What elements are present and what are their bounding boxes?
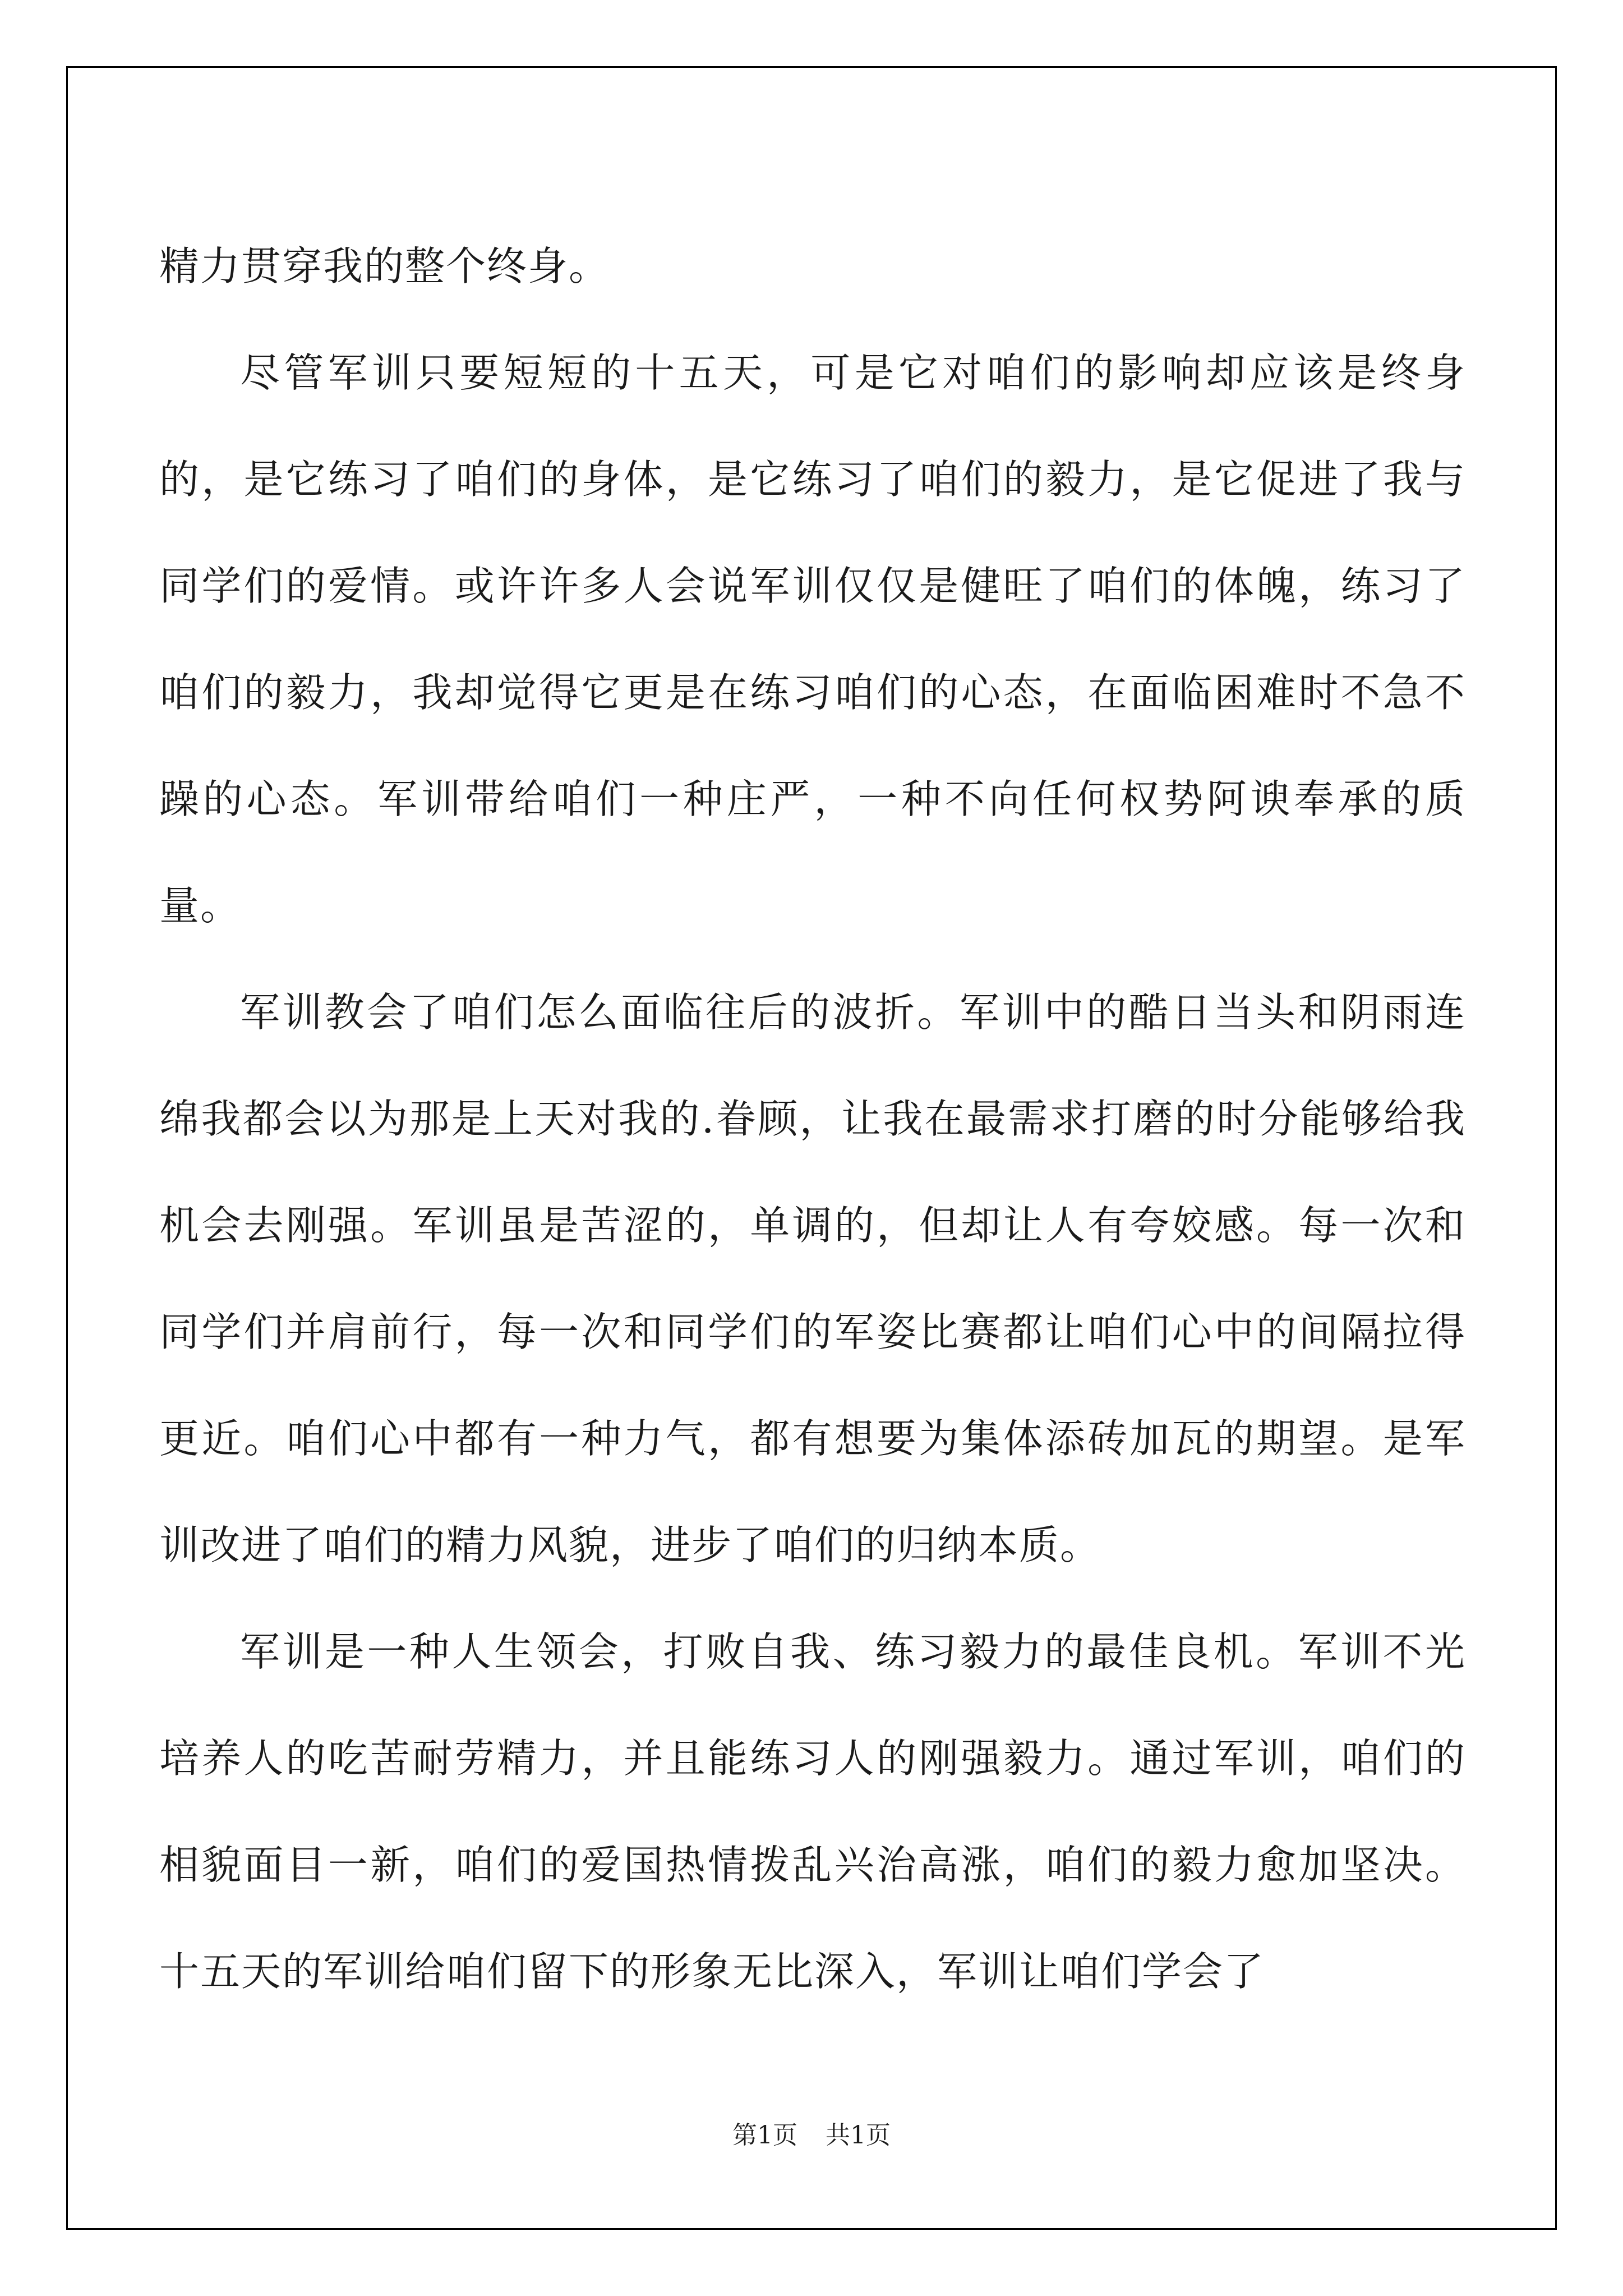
paragraph-4: 军训是一种人生领会，打败自我、练习毅力的最佳良机。军训不光培养人的吃苦耐劳精力，并且能练习人的刚强毅力。通过军训，咱们的相貌面目一新，咱们的爱国热情拨乱兴治高涨，咱们的毅力愈加坚决。十五天的军训给咱们留下的形象无比深入，军训让咱们学会了 <box>159 1628 1466 1995</box>
document-body <box>159 213 1466 2025</box>
page-number-current: 第1页 <box>732 2121 797 2150</box>
page-number-total: 共1页 <box>826 2121 891 2150</box>
paragraph-1: 精力贯穿我的整个终身。 <box>159 243 610 289</box>
paragraph-3: 军训教会了咱们怎么面临往后的波折。军训中的酷日当头和阴雨连绵我都会以为那是上天对我的.眷顾，让我在最需求打磨的时分能够给我机会去刚强。军训虽是苦涩的，单调的，但却让人有夸姣感。每一次和同学们并肩前行，每一次和同学们的军姿比赛都让咱们心中的间隔拉得更近。咱们心中都有一种力气，都有想要为集体添砖加瓦的期望。是军训改进了咱们的精力风貌，进步了咱们的归纳本质。 <box>159 989 1466 1568</box>
paragraph-2: 尽管军训只要短短的十五天，可是它对咱们的影响却应该是终身的，是它练习了咱们的身体，是它练习了咱们的毅力，是它促进了我与同学们的爱情。或许许多人会说军训仅仅是健旺了咱们的体魄，练习了咱们的毅力，我却觉得它更是在练习咱们的心态，在面临困难时不急不躁的心态。军训带给咱们一种庄严，一种不向任何权势阿谀奉承的质量。 <box>159 349 1466 929</box>
page-footer <box>0 2115 1623 2151</box>
